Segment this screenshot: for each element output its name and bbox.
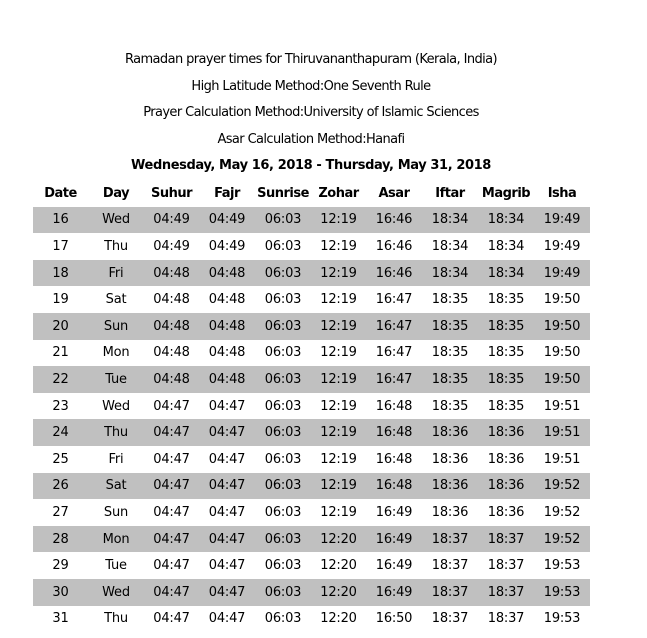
cell-iftar: 18:34 xyxy=(422,207,478,234)
cell-magrib: 18:36 xyxy=(478,446,534,473)
cell-sunrise: 06:03 xyxy=(255,340,311,367)
cell-fajr: 04:47 xyxy=(199,446,255,473)
table-row xyxy=(33,446,590,473)
cell-sunrise: 06:03 xyxy=(255,419,311,446)
cell-asar: 16:49 xyxy=(366,552,422,579)
cell-iftar: 18:35 xyxy=(422,286,478,313)
cell-isha: 19:52 xyxy=(534,526,590,553)
cell-iftar: 18:37 xyxy=(422,526,478,553)
table-row xyxy=(33,366,590,393)
table-row xyxy=(33,579,590,606)
cell-iftar: 18:35 xyxy=(422,393,478,420)
cell-day: Fri xyxy=(88,446,144,473)
cell-zohar: 12:20 xyxy=(311,579,366,606)
cell-magrib: 18:34 xyxy=(478,260,534,287)
table-row xyxy=(33,393,590,420)
cell-day: Sun xyxy=(88,313,144,340)
cell-isha: 19:53 xyxy=(534,606,590,633)
table-row xyxy=(33,286,590,313)
cell-day: Wed xyxy=(88,207,144,234)
cell-asar: 16:48 xyxy=(366,473,422,500)
cell-fajr: 04:47 xyxy=(199,552,255,579)
column-header-date: Date xyxy=(44,185,77,201)
cell-fajr: 04:47 xyxy=(199,499,255,526)
cell-magrib: 18:34 xyxy=(478,233,534,260)
cell-asar: 16:49 xyxy=(366,499,422,526)
cell-day: Tue xyxy=(88,552,144,579)
cell-suhur: 04:48 xyxy=(144,286,199,313)
cell-magrib: 18:36 xyxy=(478,499,534,526)
cell-sunrise: 06:03 xyxy=(255,313,311,340)
cell-date: 28 xyxy=(33,526,88,553)
cell-fajr: 04:47 xyxy=(199,606,255,633)
cell-sunrise: 06:03 xyxy=(255,526,311,553)
cell-magrib: 18:37 xyxy=(478,552,534,579)
table-row xyxy=(33,233,590,260)
cell-suhur: 04:48 xyxy=(144,366,199,393)
cell-zohar: 12:19 xyxy=(311,446,366,473)
cell-zohar: 12:19 xyxy=(311,207,366,234)
cell-zohar: 12:20 xyxy=(311,606,366,633)
page-title: Ramadan prayer times for Thiruvananthapuram (Kerala, India) xyxy=(124,52,497,67)
cell-suhur: 04:47 xyxy=(144,419,199,446)
column-header-fajr: Fajr xyxy=(214,185,240,201)
cell-date: 30 xyxy=(33,579,88,606)
cell-sunrise: 06:03 xyxy=(255,366,311,393)
cell-asar: 16:47 xyxy=(366,340,422,367)
cell-day: Mon xyxy=(88,526,144,553)
cell-isha: 19:49 xyxy=(534,207,590,234)
cell-date: 17 xyxy=(33,233,88,260)
cell-suhur: 04:49 xyxy=(144,207,199,234)
cell-isha: 19:52 xyxy=(534,473,590,500)
cell-zohar: 12:20 xyxy=(311,552,366,579)
cell-isha: 19:49 xyxy=(534,260,590,287)
table-row xyxy=(33,207,590,234)
cell-asar: 16:49 xyxy=(366,579,422,606)
cell-asar: 16:48 xyxy=(366,393,422,420)
cell-zohar: 12:19 xyxy=(311,393,366,420)
table-row xyxy=(33,419,590,446)
cell-magrib: 18:35 xyxy=(478,313,534,340)
cell-fajr: 04:48 xyxy=(199,366,255,393)
cell-zohar: 12:19 xyxy=(311,286,366,313)
cell-asar: 16:46 xyxy=(366,260,422,287)
cell-iftar: 18:37 xyxy=(422,579,478,606)
cell-fajr: 04:47 xyxy=(199,579,255,606)
cell-zohar: 12:19 xyxy=(311,260,366,287)
cell-suhur: 04:47 xyxy=(144,499,199,526)
cell-isha: 19:52 xyxy=(534,499,590,526)
cell-date: 22 xyxy=(33,366,88,393)
cell-sunrise: 06:03 xyxy=(255,499,311,526)
table-row xyxy=(33,606,590,633)
cell-zohar: 12:19 xyxy=(311,473,366,500)
date-range: Wednesday, May 16, 2018 - Thursday, May 31, 2018 xyxy=(131,158,491,174)
table-row xyxy=(33,260,590,287)
cell-sunrise: 06:03 xyxy=(255,207,311,234)
column-header-magrib: Magrib xyxy=(481,185,531,201)
cell-isha: 19:51 xyxy=(534,446,590,473)
cell-suhur: 04:47 xyxy=(144,579,199,606)
table-row xyxy=(33,340,590,367)
cell-date: 25 xyxy=(33,446,88,473)
cell-asar: 16:48 xyxy=(366,419,422,446)
column-header-zohar: Zohar xyxy=(318,185,359,201)
cell-isha: 19:50 xyxy=(534,366,590,393)
asar-calculation-method: Asar Calculation Method:Hanafi xyxy=(217,131,405,147)
cell-date: 23 xyxy=(33,393,88,420)
cell-fajr: 04:47 xyxy=(199,473,255,500)
cell-iftar: 18:36 xyxy=(422,499,478,526)
table-row xyxy=(33,552,590,579)
cell-date: 27 xyxy=(33,499,88,526)
cell-fajr: 04:49 xyxy=(199,233,255,260)
cell-date: 18 xyxy=(33,260,88,287)
cell-fajr: 04:49 xyxy=(199,207,255,234)
cell-fajr: 04:48 xyxy=(199,340,255,367)
cell-fajr: 04:47 xyxy=(199,526,255,553)
cell-iftar: 18:35 xyxy=(422,340,478,367)
column-header-isha: Isha xyxy=(547,185,577,201)
cell-magrib: 18:36 xyxy=(478,419,534,446)
cell-asar: 16:48 xyxy=(366,446,422,473)
cell-sunrise: 06:03 xyxy=(255,606,311,633)
cell-sunrise: 06:03 xyxy=(255,286,311,313)
cell-isha: 19:50 xyxy=(534,313,590,340)
cell-fajr: 04:47 xyxy=(199,393,255,420)
cell-zohar: 12:19 xyxy=(311,366,366,393)
table-row xyxy=(33,526,590,553)
cell-date: 31 xyxy=(33,606,88,633)
cell-iftar: 18:35 xyxy=(422,366,478,393)
cell-isha: 19:53 xyxy=(534,579,590,606)
cell-day: Thu xyxy=(88,233,144,260)
cell-zohar: 12:19 xyxy=(311,419,366,446)
cell-magrib: 18:34 xyxy=(478,207,534,234)
cell-asar: 16:46 xyxy=(366,207,422,234)
cell-sunrise: 06:03 xyxy=(255,260,311,287)
cell-suhur: 04:47 xyxy=(144,446,199,473)
cell-suhur: 04:48 xyxy=(144,340,199,367)
cell-suhur: 04:48 xyxy=(144,313,199,340)
column-header-asar: Asar xyxy=(378,185,410,201)
cell-day: Wed xyxy=(88,579,144,606)
cell-suhur: 04:47 xyxy=(144,526,199,553)
cell-day: Sat xyxy=(88,286,144,313)
cell-fajr: 04:48 xyxy=(199,286,255,313)
table-body xyxy=(33,207,590,633)
cell-magrib: 18:37 xyxy=(478,606,534,633)
prayer-times-table xyxy=(33,180,590,632)
cell-asar: 16:50 xyxy=(366,606,422,633)
cell-fajr: 04:48 xyxy=(199,313,255,340)
cell-iftar: 18:34 xyxy=(422,233,478,260)
cell-day: Thu xyxy=(88,419,144,446)
cell-date: 16 xyxy=(33,207,88,234)
document-header xyxy=(0,47,622,180)
cell-asar: 16:49 xyxy=(366,526,422,553)
cell-iftar: 18:36 xyxy=(422,473,478,500)
cell-sunrise: 06:03 xyxy=(255,579,311,606)
cell-asar: 16:47 xyxy=(366,313,422,340)
cell-day: Fri xyxy=(88,260,144,287)
cell-zohar: 12:20 xyxy=(311,526,366,553)
prayer-calculation-method: Prayer Calculation Method:University of Islamic Sciences xyxy=(143,105,479,121)
cell-sunrise: 06:03 xyxy=(255,473,311,500)
cell-magrib: 18:35 xyxy=(478,340,534,367)
cell-date: 29 xyxy=(33,552,88,579)
cell-isha: 19:49 xyxy=(534,233,590,260)
column-header-sunrise: Sunrise xyxy=(257,185,309,201)
cell-asar: 16:47 xyxy=(366,286,422,313)
cell-day: Tue xyxy=(88,366,144,393)
cell-isha: 19:51 xyxy=(534,393,590,420)
cell-isha: 19:51 xyxy=(534,419,590,446)
cell-suhur: 04:47 xyxy=(144,606,199,633)
cell-iftar: 18:36 xyxy=(422,446,478,473)
cell-zohar: 12:19 xyxy=(311,340,366,367)
cell-fajr: 04:47 xyxy=(199,419,255,446)
cell-sunrise: 06:03 xyxy=(255,446,311,473)
cell-suhur: 04:48 xyxy=(144,260,199,287)
cell-iftar: 18:37 xyxy=(422,552,478,579)
cell-suhur: 04:47 xyxy=(144,473,199,500)
cell-day: Sat xyxy=(88,473,144,500)
table-row xyxy=(33,313,590,340)
cell-magrib: 18:35 xyxy=(478,393,534,420)
cell-isha: 19:50 xyxy=(534,340,590,367)
cell-iftar: 18:37 xyxy=(422,606,478,633)
cell-fajr: 04:48 xyxy=(199,260,255,287)
cell-zohar: 12:19 xyxy=(311,313,366,340)
cell-date: 26 xyxy=(33,473,88,500)
cell-date: 20 xyxy=(33,313,88,340)
column-header-suhur: Suhur xyxy=(150,185,193,201)
high-latitude-method: High Latitude Method:One Seventh Rule xyxy=(191,78,431,94)
cell-zohar: 12:19 xyxy=(311,499,366,526)
cell-asar: 16:47 xyxy=(366,366,422,393)
cell-asar: 16:46 xyxy=(366,233,422,260)
cell-magrib: 18:35 xyxy=(478,286,534,313)
cell-day: Thu xyxy=(88,606,144,633)
cell-sunrise: 06:03 xyxy=(255,552,311,579)
cell-isha: 19:50 xyxy=(534,286,590,313)
cell-magrib: 18:37 xyxy=(478,579,534,606)
cell-iftar: 18:34 xyxy=(422,260,478,287)
cell-magrib: 18:36 xyxy=(478,473,534,500)
cell-suhur: 04:49 xyxy=(144,233,199,260)
cell-iftar: 18:36 xyxy=(422,419,478,446)
column-header-iftar: Iftar xyxy=(435,185,465,201)
table-row xyxy=(33,473,590,500)
cell-date: 24 xyxy=(33,419,88,446)
cell-zohar: 12:19 xyxy=(311,233,366,260)
cell-sunrise: 06:03 xyxy=(255,233,311,260)
cell-day: Wed xyxy=(88,393,144,420)
cell-date: 19 xyxy=(33,286,88,313)
cell-suhur: 04:47 xyxy=(144,552,199,579)
table-header-row xyxy=(33,180,590,207)
cell-sunrise: 06:03 xyxy=(255,393,311,420)
cell-day: Sun xyxy=(88,499,144,526)
cell-suhur: 04:47 xyxy=(144,393,199,420)
cell-isha: 19:53 xyxy=(534,552,590,579)
cell-magrib: 18:37 xyxy=(478,526,534,553)
table-row xyxy=(33,499,590,526)
cell-iftar: 18:35 xyxy=(422,313,478,340)
column-header-day: Day xyxy=(102,185,130,201)
cell-magrib: 18:35 xyxy=(478,366,534,393)
cell-day: Mon xyxy=(88,340,144,367)
cell-date: 21 xyxy=(33,340,88,367)
